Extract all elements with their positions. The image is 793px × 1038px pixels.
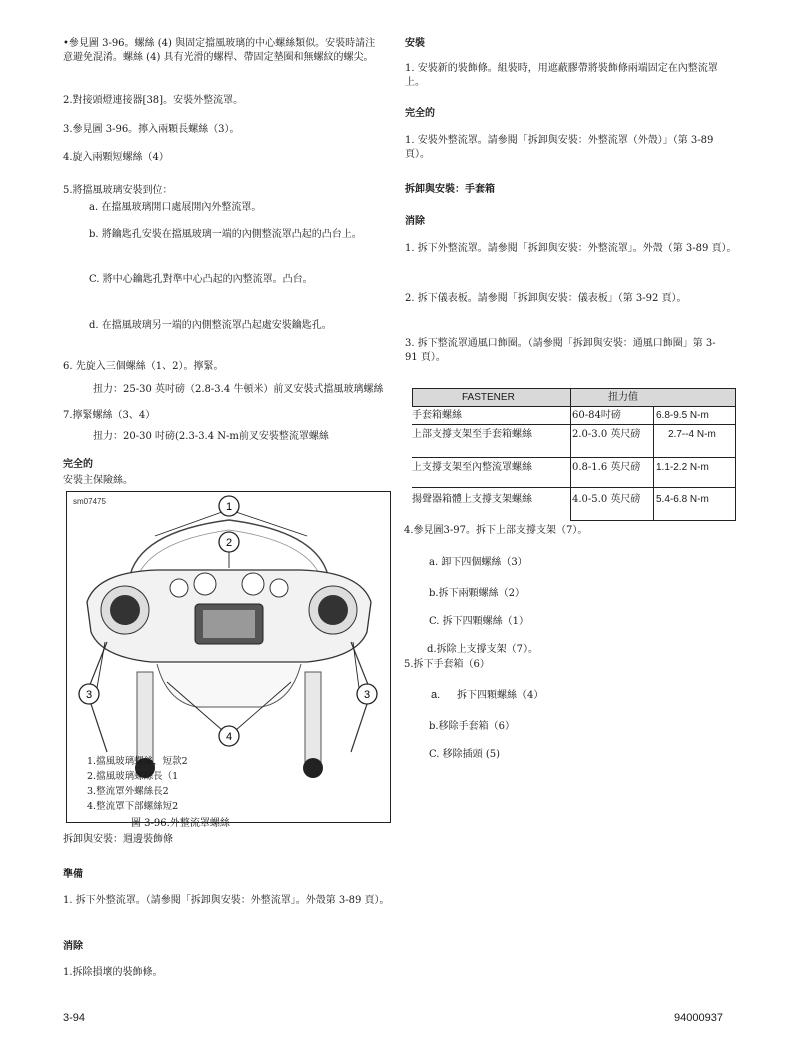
figure-caption: 圖 3-96.外整流罩螺絲: [131, 818, 230, 829]
step-6-torque: 扭力：25-30 英吋磅（2.8-3.4 牛頓米）前叉安裝式擋風玻璃螺絲: [93, 384, 384, 395]
remove-step-5-right: 5.拆下手套箱（6）: [404, 659, 490, 670]
remove-step-1: 1.拆除損壞的裝飾條。: [63, 967, 163, 978]
table-row-inlb: 4.0-5.0 英尺磅: [572, 494, 641, 505]
step-6: 6. 先旋入三個螺絲（1、2）。擰緊。: [63, 361, 224, 372]
table-row-name: 揚聲器箱體上支撐支架螺絲: [412, 494, 532, 505]
table-header-torque: 扭力值: [608, 392, 638, 403]
prep-step-1: 1. 拆下外整流罩。（請參閱「拆卸與安裝：外整流罩」。外殼第 3-89 頁）。: [63, 895, 390, 906]
table-row-nm: 6.8-9.5 N-m: [656, 410, 709, 421]
svg-text:2: 2: [225, 537, 233, 549]
table-header-bg: [412, 388, 736, 406]
legend-item: 2.擋風玻璃螺絲長（1: [87, 771, 179, 782]
step-5b: b. 將鑰匙孔安裝在擋風玻璃一端的內側整流罩凸起的凸台上。: [89, 229, 362, 240]
table-row-nm: 1.1-2.2 N-m: [656, 462, 709, 473]
figure-3-96: [66, 491, 391, 829]
step-5a: 拆下四顆螺絲（4）: [457, 690, 544, 701]
svg-text:1: 1: [225, 501, 233, 513]
step-4a: a. 卸下四個螺絲（3）: [429, 557, 528, 568]
step-note-paragraph: •參見圖 3-96。螺絲 (4) 與固定擋風玻璃的中心螺絲類似。安裝時請注意避免混淆。螺絲 (4) 具有光滑的螺桿、帶固定墊圈和無螺紋的螺尖。: [63, 38, 376, 63]
step-5: 5.將擋風玻璃安裝到位：: [63, 185, 173, 196]
complete-heading-right: 完全的: [405, 108, 435, 119]
complete-heading: 完全的: [63, 459, 93, 470]
install-step-1: 1. 安裝新的裝飾條。組裝時，用遮蔽膠帶將裝飾條兩端固定在內整流罩上。: [405, 63, 718, 88]
remove-step-3-right: 3. 拆下整流罩通風口飾圈。（請參閱「拆卸與安裝：通風口飾圈」第 3-91 頁）。: [405, 338, 716, 363]
svg-text:4: 4: [225, 731, 233, 743]
step-7-torque: 扭力：20-30 吋磅(2.3-3.4 N-m前叉安裝整流罩螺絲: [93, 431, 329, 442]
table-row-name: 上支撐支架至內整流罩螺絲: [412, 462, 532, 473]
remove-step-4-right: 4.參見圖3-97。拆下上部支撐支架（7）。: [404, 525, 588, 536]
step-5d: d. 在擋風玻璃另一端的內側整流罩凸起處安裝鑰匙孔。: [89, 320, 332, 331]
step-4c: C. 拆下四顆螺絲（1）: [429, 616, 530, 627]
table-row-name: 手套箱螺絲: [412, 410, 462, 421]
step-7: 7.擰緊螺絲（3、4）: [63, 410, 156, 421]
legend-item: 4.整流罩下部螺絲短2: [87, 801, 179, 812]
remove-step-2-right: 2. 拆下儀表板。請參閱「拆卸與安裝：儀表板」（第 3-92 頁）。: [405, 293, 687, 304]
step-5c: C. 將中心鑰匙孔對準中心凸起的內整流罩。凸台。: [89, 274, 313, 285]
install-fuse-text: 安裝主保險絲。: [63, 475, 133, 486]
svg-text:3: 3: [363, 689, 371, 701]
step-5c: C. 移除插頭 (5): [429, 749, 500, 760]
table-row-nm: 5.4-6.8 N-m: [656, 494, 709, 505]
step-5b: b.移除手套箱（6）: [429, 721, 515, 732]
step-5a-letter: a.: [431, 689, 441, 701]
table-row-nm: 2.7--4 N-m: [668, 429, 716, 440]
glove-box-title: 拆卸與安裝：手套箱: [405, 184, 495, 195]
step-2: 2.對接頭燈連接器[38]。安裝外整流罩。: [63, 95, 244, 106]
table-row-inlb: 2.0-3.0 英尺磅: [572, 429, 641, 440]
table-row-inlb: 0.8-1.6 英尺磅: [572, 462, 641, 473]
step-5a: a. 在擋風玻璃開口處展開內外整流罩。: [89, 202, 262, 213]
remove-step-1-right: 1. 拆下外整流罩。請參閱「拆卸與安裝：外整流罩」。外殼（第 3-89 頁）。: [405, 243, 737, 254]
step-4: 4.旋入兩顆短螺絲（4）: [63, 152, 169, 163]
figure-code: sm07475: [73, 497, 106, 506]
prep-heading: 準備: [63, 869, 83, 880]
remove-heading: 消除: [63, 941, 83, 952]
torque-table: [412, 388, 736, 521]
table-row-name: 上部支撐支架至手套箱螺絲: [412, 429, 532, 440]
table-row-inlb: 60-84吋磅: [572, 410, 621, 421]
legend-item: 1.擋風玻璃螺絲，短款2: [87, 756, 188, 767]
figure-legend: [87, 754, 188, 814]
step-4d: d.拆除上支撐支架（7）。: [427, 644, 538, 655]
document-number: 94000937: [674, 1012, 723, 1024]
complete-step-1: 1. 安裝外整流罩。請參閱「拆卸與安裝：外整流罩（外殼）」（第 3-89 頁）。: [405, 135, 714, 160]
step-4b: b.拆下兩顆螺絲（2）: [429, 588, 525, 599]
step-3: 3.參見圖 3-96。擰入兩顆長螺絲（3）。: [63, 124, 240, 135]
table-header-fastener: FASTENER: [462, 392, 515, 403]
remove-heading-right: 消除: [405, 216, 425, 227]
install-heading: 安裝: [405, 38, 425, 49]
legend-item: 3.整流罩外螺絲長2: [87, 786, 169, 797]
page-number: 3-94: [63, 1012, 86, 1024]
trim-section-title: 拆卸與安裝：週邊裝飾條: [63, 834, 173, 845]
svg-text:3: 3: [85, 689, 93, 701]
